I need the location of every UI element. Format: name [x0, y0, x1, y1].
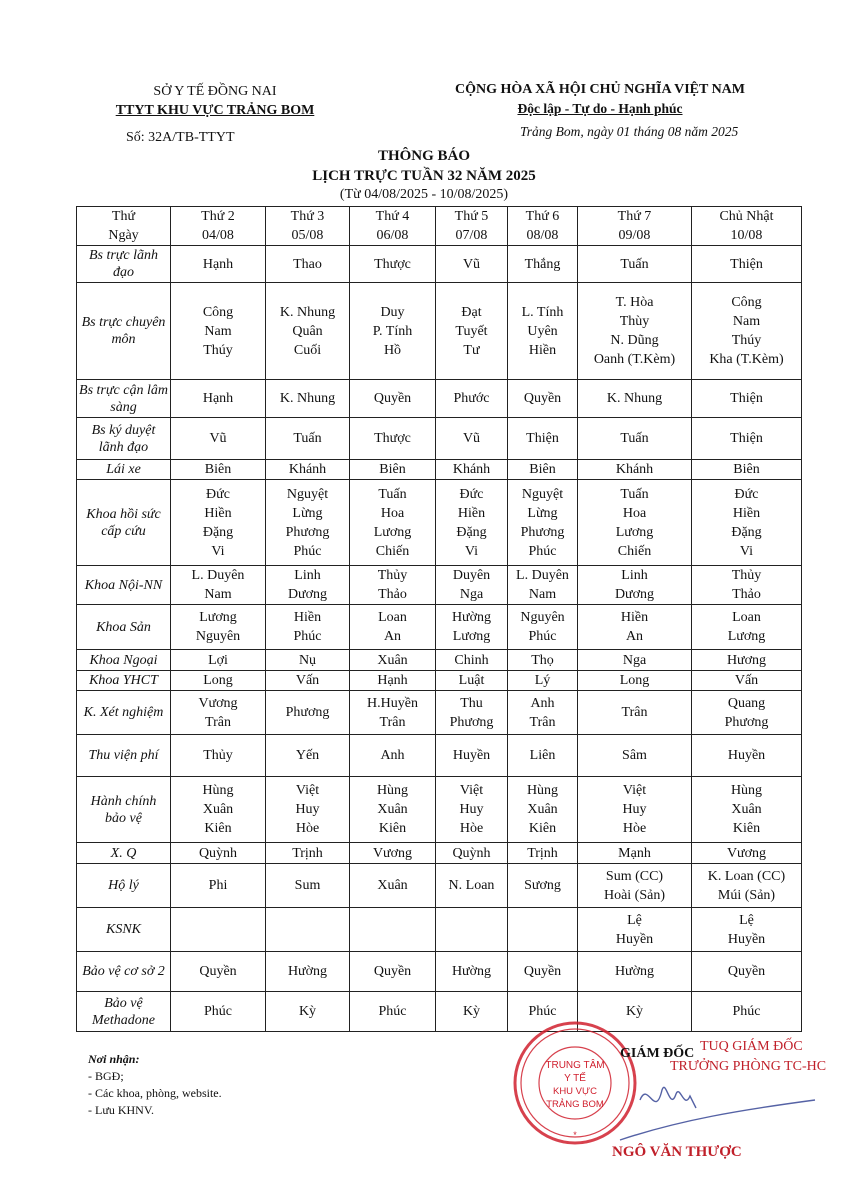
schedule-cell: T. Hòa Thùy N. Dũng Oanh (T.Kèm) [578, 283, 692, 380]
national-title: CỘNG HÒA XÃ HỘI CHỦ NGHĨA VIỆT NAM [454, 82, 745, 97]
header-day-cell [436, 207, 508, 246]
header-day-cell [266, 207, 350, 246]
schedule-cell: Việt Huy Hòe [266, 777, 350, 843]
schedule-cell: Hiền Phúc [266, 605, 350, 650]
row-label: Hành chính bảo vệ [77, 777, 171, 843]
table-row [77, 418, 802, 460]
schedule-cell [350, 908, 436, 952]
table-header-row [77, 207, 802, 246]
row-label: K. Xét nghiệm [77, 691, 171, 735]
schedule-cell: Nguyệt Lừng Phương Phúc [508, 480, 578, 566]
schedule-cell: Quyền [508, 380, 578, 418]
schedule-cell: Hường Lương [436, 605, 508, 650]
schedule-cell [266, 908, 350, 952]
schedule-cell: Vương [350, 843, 436, 864]
table-row [77, 992, 802, 1032]
schedule-cell: Thược [350, 418, 436, 460]
schedule-cell: Khánh [436, 460, 508, 480]
recipients-block [88, 1051, 222, 1119]
row-label: Khoa hồi sức cấp cứu [77, 480, 171, 566]
schedule-cell: Sương [508, 864, 578, 908]
header-day-cell [508, 207, 578, 246]
schedule-cell: Đức Hiền Đặng Vi [692, 480, 802, 566]
issuer-parent: SỞ Y TẾ ĐỒNG NAI [153, 84, 277, 99]
schedule-cell: H.Huyền Trân [350, 691, 436, 735]
schedule-cell: Trân [578, 691, 692, 735]
national-motto: Độc lập - Tự do - Hạnh phúc [517, 101, 683, 116]
row-label: Lái xe [77, 460, 171, 480]
schedule-cell: Trịnh [508, 843, 578, 864]
schedule-cell: Lý [508, 671, 578, 691]
schedule-cell: Biên [508, 460, 578, 480]
table-row [77, 864, 802, 908]
row-label: Hộ lý [77, 864, 171, 908]
schedule-cell: Biên [692, 460, 802, 480]
schedule-cell: Hạnh [171, 380, 266, 418]
schedule-cell: Lệ Huyền [692, 908, 802, 952]
schedule-cell: Yến [266, 735, 350, 777]
row-label: Bs trực chuyên môn [77, 283, 171, 380]
schedule-cell: N. Loan [436, 864, 508, 908]
schedule-cell: L. Duyên Nam [171, 566, 266, 605]
schedule-cell: Quỳnh [436, 843, 508, 864]
header-day-cell [171, 207, 266, 246]
schedule-cell: Đạt Tuyết Tư [436, 283, 508, 380]
header-day-cell [350, 207, 436, 246]
table-row [77, 691, 802, 735]
row-label: Khoa Nội-NN [77, 566, 171, 605]
header-day: Thứ [111, 209, 136, 224]
schedule-cell: Lệ Huyền [578, 908, 692, 952]
schedule-cell: Duyên Nga [436, 566, 508, 605]
schedule-cell: Lương Nguyên [171, 605, 266, 650]
recipient-item: - BGĐ; [88, 1069, 124, 1083]
schedule-cell: Thủy Thảo [692, 566, 802, 605]
schedule-cell: Loan An [350, 605, 436, 650]
schedule-cell: Kỳ [578, 992, 692, 1032]
row-label: Bs trực cận lâm sàng [77, 380, 171, 418]
header-date: Ngày [108, 228, 139, 243]
header-day: Thứ 3 [290, 209, 325, 224]
row-label: Bs trực lãnh đạo [77, 246, 171, 283]
schedule-cell: Tuấn [578, 246, 692, 283]
schedule-cell: Anh Trân [508, 691, 578, 735]
header-date: 08/08 [526, 228, 559, 243]
table-row [77, 566, 802, 605]
schedule-cell: Hạnh [171, 246, 266, 283]
schedule-cell: Sâm [578, 735, 692, 777]
schedule-cell: Kỳ [266, 992, 350, 1032]
schedule-cell: Thiện [692, 380, 802, 418]
recipient-item: - Lưu KHNV. [88, 1103, 154, 1117]
schedule-cell: Vương Trân [171, 691, 266, 735]
schedule-cell: Huyền [436, 735, 508, 777]
signer-name: NGÔ VĂN THƯỢC [612, 1144, 742, 1160]
schedule-cell: Vũ [436, 418, 508, 460]
header-day: Thứ 2 [201, 209, 235, 224]
schedule-cell: Thủy Thảo [350, 566, 436, 605]
header-date: 10/08 [730, 228, 763, 243]
schedule-cell: Lợi [171, 650, 266, 671]
doc-date-range: (Từ 04/08/2025 - 10/08/2025) [339, 187, 509, 202]
table-row [77, 671, 802, 691]
table-row [77, 843, 802, 864]
schedule-cell: Hương [692, 650, 802, 671]
header-date: 06/08 [376, 228, 409, 243]
header-day: Thứ 4 [375, 209, 410, 224]
table-row [77, 650, 802, 671]
schedule-cell: Thắng [508, 246, 578, 283]
duty-schedule-table [76, 206, 802, 1032]
schedule-cell: Nguyệt Lừng Phương Phúc [266, 480, 350, 566]
document-date: Trảng Bom, ngày 01 tháng 08 năm 2025 [520, 124, 739, 139]
schedule-cell: Thu Phương [436, 691, 508, 735]
schedule-cell: Biên [350, 460, 436, 480]
row-label: Khoa Ngoại [77, 650, 171, 671]
schedule-cell: Vương [692, 843, 802, 864]
row-label: X. Q [77, 843, 171, 864]
signer-title: GIÁM ĐỐC [620, 1046, 695, 1061]
schedule-cell: Thao [266, 246, 350, 283]
table-row [77, 952, 802, 992]
schedule-cell: Khánh [266, 460, 350, 480]
schedule-cell: Hường [436, 952, 508, 992]
schedule-cell: Trịnh [266, 843, 350, 864]
schedule-cell: Hường [266, 952, 350, 992]
schedule-cell [171, 908, 266, 952]
schedule-cell [508, 908, 578, 952]
schedule-cell: Vấn [266, 671, 350, 691]
schedule-cell: Hường [578, 952, 692, 992]
schedule-cell: Quỳnh [171, 843, 266, 864]
schedule-cell: Phước [436, 380, 508, 418]
schedule-cell: Thược [350, 246, 436, 283]
schedule-cell: Phương [266, 691, 350, 735]
doc-title: THÔNG BÁO [377, 148, 471, 164]
schedule-cell: L. Tính Uyên Hiền [508, 283, 578, 380]
schedule-cell: Chinh [436, 650, 508, 671]
table-row [77, 380, 802, 418]
schedule-cell: Kỳ [436, 992, 508, 1032]
schedule-cell: Anh [350, 735, 436, 777]
schedule-cell: Tuấn [578, 418, 692, 460]
header-day-cell [578, 207, 692, 246]
row-label: Khoa YHCT [77, 671, 171, 691]
schedule-cell: Sum [266, 864, 350, 908]
schedule-cell: Phúc [350, 992, 436, 1032]
schedule-cell: Khánh [578, 460, 692, 480]
schedule-cell: Huyền [692, 735, 802, 777]
schedule-cell: Hiền An [578, 605, 692, 650]
table-row [77, 908, 802, 952]
header-day: Thứ 6 [525, 209, 560, 224]
schedule-cell: Quyền [508, 952, 578, 992]
seal-line-1: TRUNG TÂM [545, 1060, 605, 1071]
row-label: Thu viện phí [77, 735, 171, 777]
schedule-cell: Đức Hiền Đặng Vi [171, 480, 266, 566]
row-label: Khoa Sản [77, 605, 171, 650]
schedule-cell: Mạnh [578, 843, 692, 864]
schedule-cell: Thiện [692, 246, 802, 283]
issuer-name: TTYT KHU VỰC TRẢNG BOM [115, 103, 315, 118]
row-label: Bảo vệ cơ sở 2 [77, 952, 171, 992]
table-row [77, 735, 802, 777]
schedule-cell: Quang Phương [692, 691, 802, 735]
header-corner-cell [77, 207, 171, 246]
row-label: Bảo vệ Methadone [77, 992, 171, 1032]
schedule-cell: Công Nam Thúy Kha (T.Kèm) [692, 283, 802, 380]
schedule-cell: Hùng Xuân Kiên [508, 777, 578, 843]
table-row [77, 460, 802, 480]
row-label: KSNK [77, 908, 171, 952]
schedule-cell: Vũ [436, 246, 508, 283]
schedule-cell: K. Loan (CC) Múi (Sản) [692, 864, 802, 908]
schedule-cell: Sum (CC) Hoài (Sản) [578, 864, 692, 908]
schedule-cell: K. Nhung Quân Cuối [266, 283, 350, 380]
seal-line-2: Y TẾ [564, 1073, 586, 1084]
schedule-cell: Tuấn Hoa Lương Chiến [350, 480, 436, 566]
schedule-cell: Long [171, 671, 266, 691]
recipients-title: Nơi nhận: [88, 1052, 140, 1066]
svg-text:*: * [573, 1130, 577, 1140]
schedule-cell: Quyền [692, 952, 802, 992]
handwritten-signature [600, 1060, 820, 1150]
header-date: 07/08 [455, 228, 488, 243]
schedule-cell: Nga [578, 650, 692, 671]
national-header [400, 80, 800, 118]
schedule-cell: Phúc [508, 992, 578, 1032]
schedule-cell: Vấn [692, 671, 802, 691]
schedule-cell: Thọ [508, 650, 578, 671]
table-row [77, 480, 802, 566]
seal-line-4: TRẢNG BOM [546, 1099, 604, 1110]
schedule-cell: Quyền [350, 952, 436, 992]
schedule-cell: Đức Hiền Đặng Vi [436, 480, 508, 566]
schedule-cell: Thiện [692, 418, 802, 460]
header-day: Thứ 5 [454, 209, 489, 224]
header-date: 05/08 [291, 228, 324, 243]
schedule-cell: Nguyên Phúc [508, 605, 578, 650]
schedule-cell: Luật [436, 671, 508, 691]
schedule-cell: Tuấn Hoa Lương Chiến [578, 480, 692, 566]
schedule-cell: Thiện [508, 418, 578, 460]
header-day: Chủ Nhật [719, 209, 774, 224]
issuer-header [60, 82, 370, 120]
schedule-cell: Phúc [692, 992, 802, 1032]
schedule-cell: Tuấn [266, 418, 350, 460]
schedule-cell: Xuân [350, 864, 436, 908]
schedule-cell: Phi [171, 864, 266, 908]
seal-line-3: KHU VỰC [552, 1086, 598, 1097]
schedule-cell [436, 908, 508, 952]
table-row [77, 777, 802, 843]
schedule-cell: L. Duyên Nam [508, 566, 578, 605]
header-day-cell [692, 207, 802, 246]
header-day: Thứ 7 [617, 209, 652, 224]
schedule-cell: Hùng Xuân Kiên [171, 777, 266, 843]
schedule-cell: Liên [508, 735, 578, 777]
header-date: 04/08 [202, 228, 234, 243]
table-row [77, 605, 802, 650]
table-row [77, 283, 802, 380]
signer-delegation: TUQ GIÁM ĐỐC TRƯỞNG PHÒNG TC-HC [670, 1039, 827, 1074]
schedule-cell: Linh Dương [266, 566, 350, 605]
schedule-cell: Hùng Xuân Kiên [350, 777, 436, 843]
schedule-cell: K. Nhung [266, 380, 350, 418]
schedule-cell: Quyền [350, 380, 436, 418]
schedule-cell: Linh Dương [578, 566, 692, 605]
schedule-cell: Công Nam Thúy [171, 283, 266, 380]
schedule-cell: Loan Lương [692, 605, 802, 650]
schedule-cell: Nụ [266, 650, 350, 671]
schedule-cell: Duy P. Tính Hồ [350, 283, 436, 380]
doc-subtitle: LỊCH TRỰC TUẦN 32 NĂM 2025 [312, 168, 536, 184]
row-label: Bs ký duyệt lãnh đạo [77, 418, 171, 460]
schedule-cell: Quyền [171, 952, 266, 992]
schedule-cell: Phúc [171, 992, 266, 1032]
schedule-cell: Việt Huy Hòe [436, 777, 508, 843]
schedule-cell: Thủy [171, 735, 266, 777]
recipient-item: - Các khoa, phòng, website. [88, 1086, 222, 1100]
schedule-cell: Hùng Xuân Kiên [692, 777, 802, 843]
header-date: 09/08 [618, 228, 651, 243]
schedule-cell: Biên [171, 460, 266, 480]
schedule-cell: Hạnh [350, 671, 436, 691]
document-number: Số: 32A/TB-TTYT [126, 130, 235, 145]
schedule-cell: Long [578, 671, 692, 691]
schedule-cell: Việt Huy Hòe [578, 777, 692, 843]
table-row [77, 246, 802, 283]
schedule-cell: K. Nhung [578, 380, 692, 418]
schedule-cell: Xuân [350, 650, 436, 671]
schedule-cell: Vũ [171, 418, 266, 460]
